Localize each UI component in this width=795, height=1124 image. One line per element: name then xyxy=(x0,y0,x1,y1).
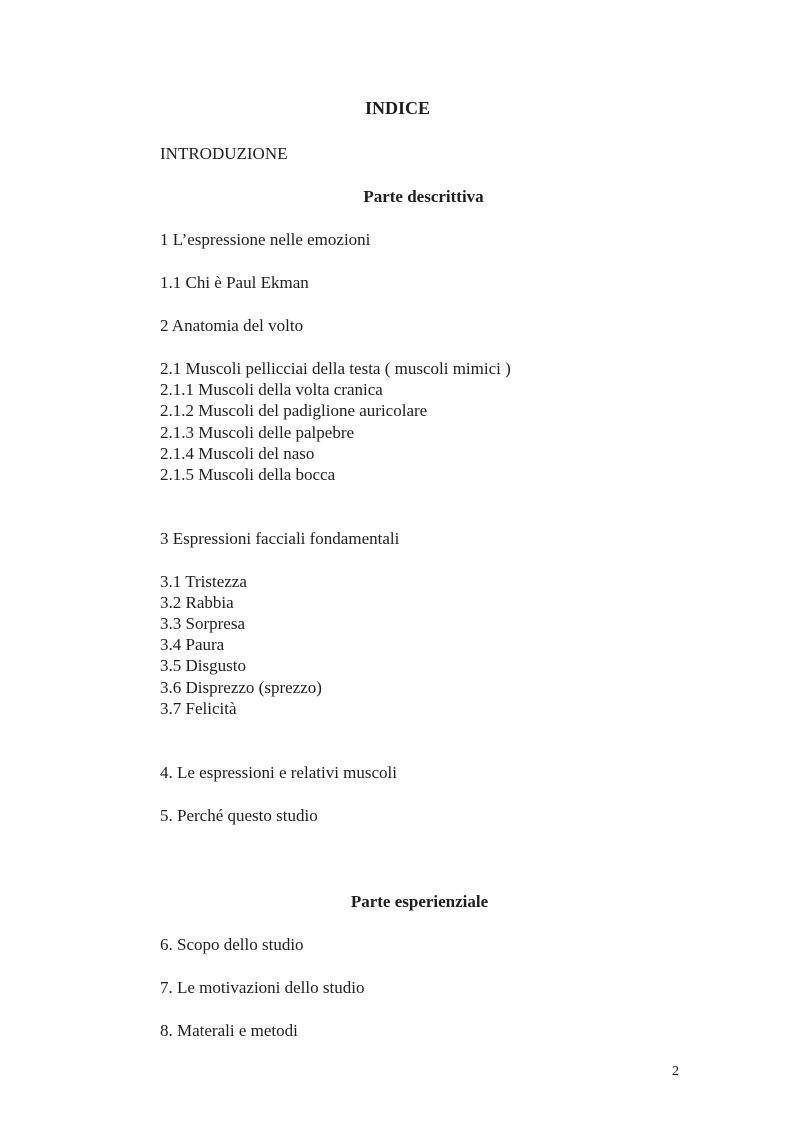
toc-entry: 3.6 Disprezzo (sprezzo) xyxy=(160,678,322,697)
toc-entry: 8. Materali e metodi xyxy=(160,1021,298,1040)
toc-entry: 2.1 Muscoli pellicciai della testa ( muscoli mimici ) xyxy=(160,359,511,378)
toc-entry: 1 L’espressione nelle emozioni xyxy=(160,230,371,249)
toc-entry: 7. Le motivazioni dello studio xyxy=(160,978,365,997)
toc-entry: 3.3 Sorpresa xyxy=(160,614,245,633)
toc-entry: 1.1 Chi è Paul Ekman xyxy=(160,273,309,292)
toc-entry: 3.5 Disgusto xyxy=(160,656,246,675)
toc-entry: 2 Anatomia del volto xyxy=(160,316,304,335)
toc-entry: 3.4 Paura xyxy=(160,635,225,654)
toc-entry: 3 Espressioni facciali fondamentali xyxy=(160,529,400,548)
toc-entry: 2.1.2 Muscoli del padiglione auricolare xyxy=(160,401,428,420)
toc-entry: 2.1.5 Muscoli della bocca xyxy=(160,465,336,484)
part-descriptive-heading: Parte descrittiva xyxy=(363,187,484,206)
toc-entry: 3.1 Tristezza xyxy=(160,572,247,591)
toc-entry: 2.1.3 Muscoli delle palpebre xyxy=(160,423,355,442)
page-number: 2 xyxy=(672,1064,679,1079)
toc-entry: 3.2 Rabbia xyxy=(160,593,234,612)
toc-entry: 5. Perché questo studio xyxy=(160,806,318,825)
toc-entry: 3.7 Felicità xyxy=(160,699,237,718)
toc-entry: 2.1.4 Muscoli del naso xyxy=(160,444,315,463)
toc-entry: 4. Le espressioni e relativi muscoli xyxy=(160,763,397,782)
toc-entry: 2.1.1 Muscoli della volta cranica xyxy=(160,380,383,399)
part-experiential-heading: Parte esperienziale xyxy=(350,892,489,911)
page-title: INDICE xyxy=(364,98,430,118)
toc-entry: 6. Scopo dello studio xyxy=(160,935,304,954)
introduction-heading: INTRODUZIONE xyxy=(160,144,288,163)
